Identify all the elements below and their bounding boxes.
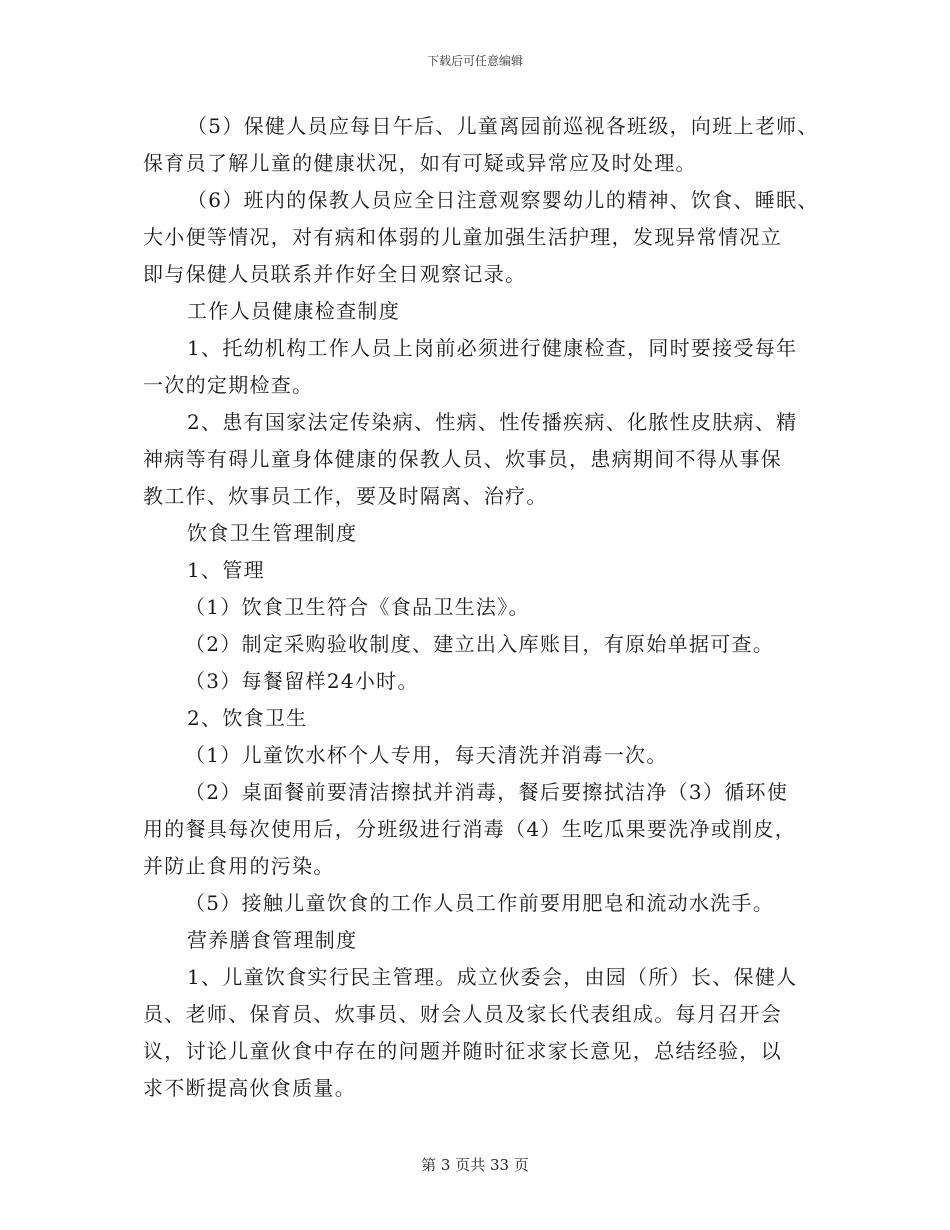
text-line: 员、老师、保育员、炊事员、财会人员及家长代表组成。每月召开会 (143, 1002, 782, 1026)
text-line: （3）每餐留样24小时。 (185, 669, 419, 693)
text-line: 教工作、炊事员工作，要及时隔离、治疗。 (143, 484, 548, 508)
text-line: （1）儿童饮水杯个人专用，每天清洗并消毒一次。 (185, 743, 668, 767)
text-line: （2）桌面餐前要清洁擦拭并消毒，餐后要擦拭洁净（3）循环使 (185, 780, 789, 804)
page-header: 下载后可任意编辑 (426, 54, 523, 68)
section-heading: 工作人员健康检查制度 (187, 299, 400, 323)
text-line: （6）班内的保教人员应全日注意观察婴幼儿的精神、饮食、睡眠、 (187, 188, 819, 212)
section-heading: 饮食卫生管理制度 (187, 521, 358, 545)
text-line: （5）保健人员应每日午后、儿童离园前巡视各班级，向班上老师、 (187, 114, 819, 138)
text-line: （1）饮食卫生符合《食品卫生法》。 (185, 595, 530, 619)
text-line: 1、托幼机构工作人员上岗前必须进行健康检查，同时要接受每年 (187, 336, 798, 360)
text-line: 1、儿童饮食实行民主管理。成立伙委会，由园（所）长、保健人 (187, 965, 798, 989)
text-line: 用的餐具每次使用后，分班级进行消毒（4）生吃瓜果要洗净或削皮， (143, 817, 797, 841)
text-line: 并防止食用的污染。 (143, 854, 335, 878)
text-line: （2）制定采购验收制度、建立出入库账目，有原始单据可查。 (185, 632, 775, 656)
text-line: （5）接触儿童饮食的工作人员工作前要用肥皂和流动水洗手。 (185, 891, 775, 915)
text-line: 大小便等情况，对有病和体弱的儿童加强生活护理，发现异常情况立 (143, 225, 782, 249)
section-heading: 营养膳食管理制度 (187, 928, 358, 952)
text-line: 一次的定期检查。 (143, 373, 314, 397)
text-line: 求不断提高伙食质量。 (143, 1076, 356, 1100)
text-line: 神病等有碍儿童身体健康的保教人员、炊事员，患病期间不得从事保 (143, 447, 782, 471)
page-footer: 第 3 页共 33 页 (421, 1156, 529, 1174)
text-line: 议，讨论儿童伙食中存在的问题并随时征求家长意见，总结经验，以 (143, 1039, 782, 1063)
text-line: 1、管理 (187, 558, 265, 582)
text-line: 保育员了解儿童的健康状况，如有可疑或异常应及时处理。 (143, 151, 697, 175)
document-body (143, 108, 823, 1107)
text-line: 2、患有国家法定传染病、性病、性传播疾病、化脓性皮肤病、精 (187, 410, 798, 434)
text-line: 2、饮食卫生 (187, 706, 308, 730)
text-line: 即与保健人员联系并作好全日观察记录。 (143, 262, 527, 286)
